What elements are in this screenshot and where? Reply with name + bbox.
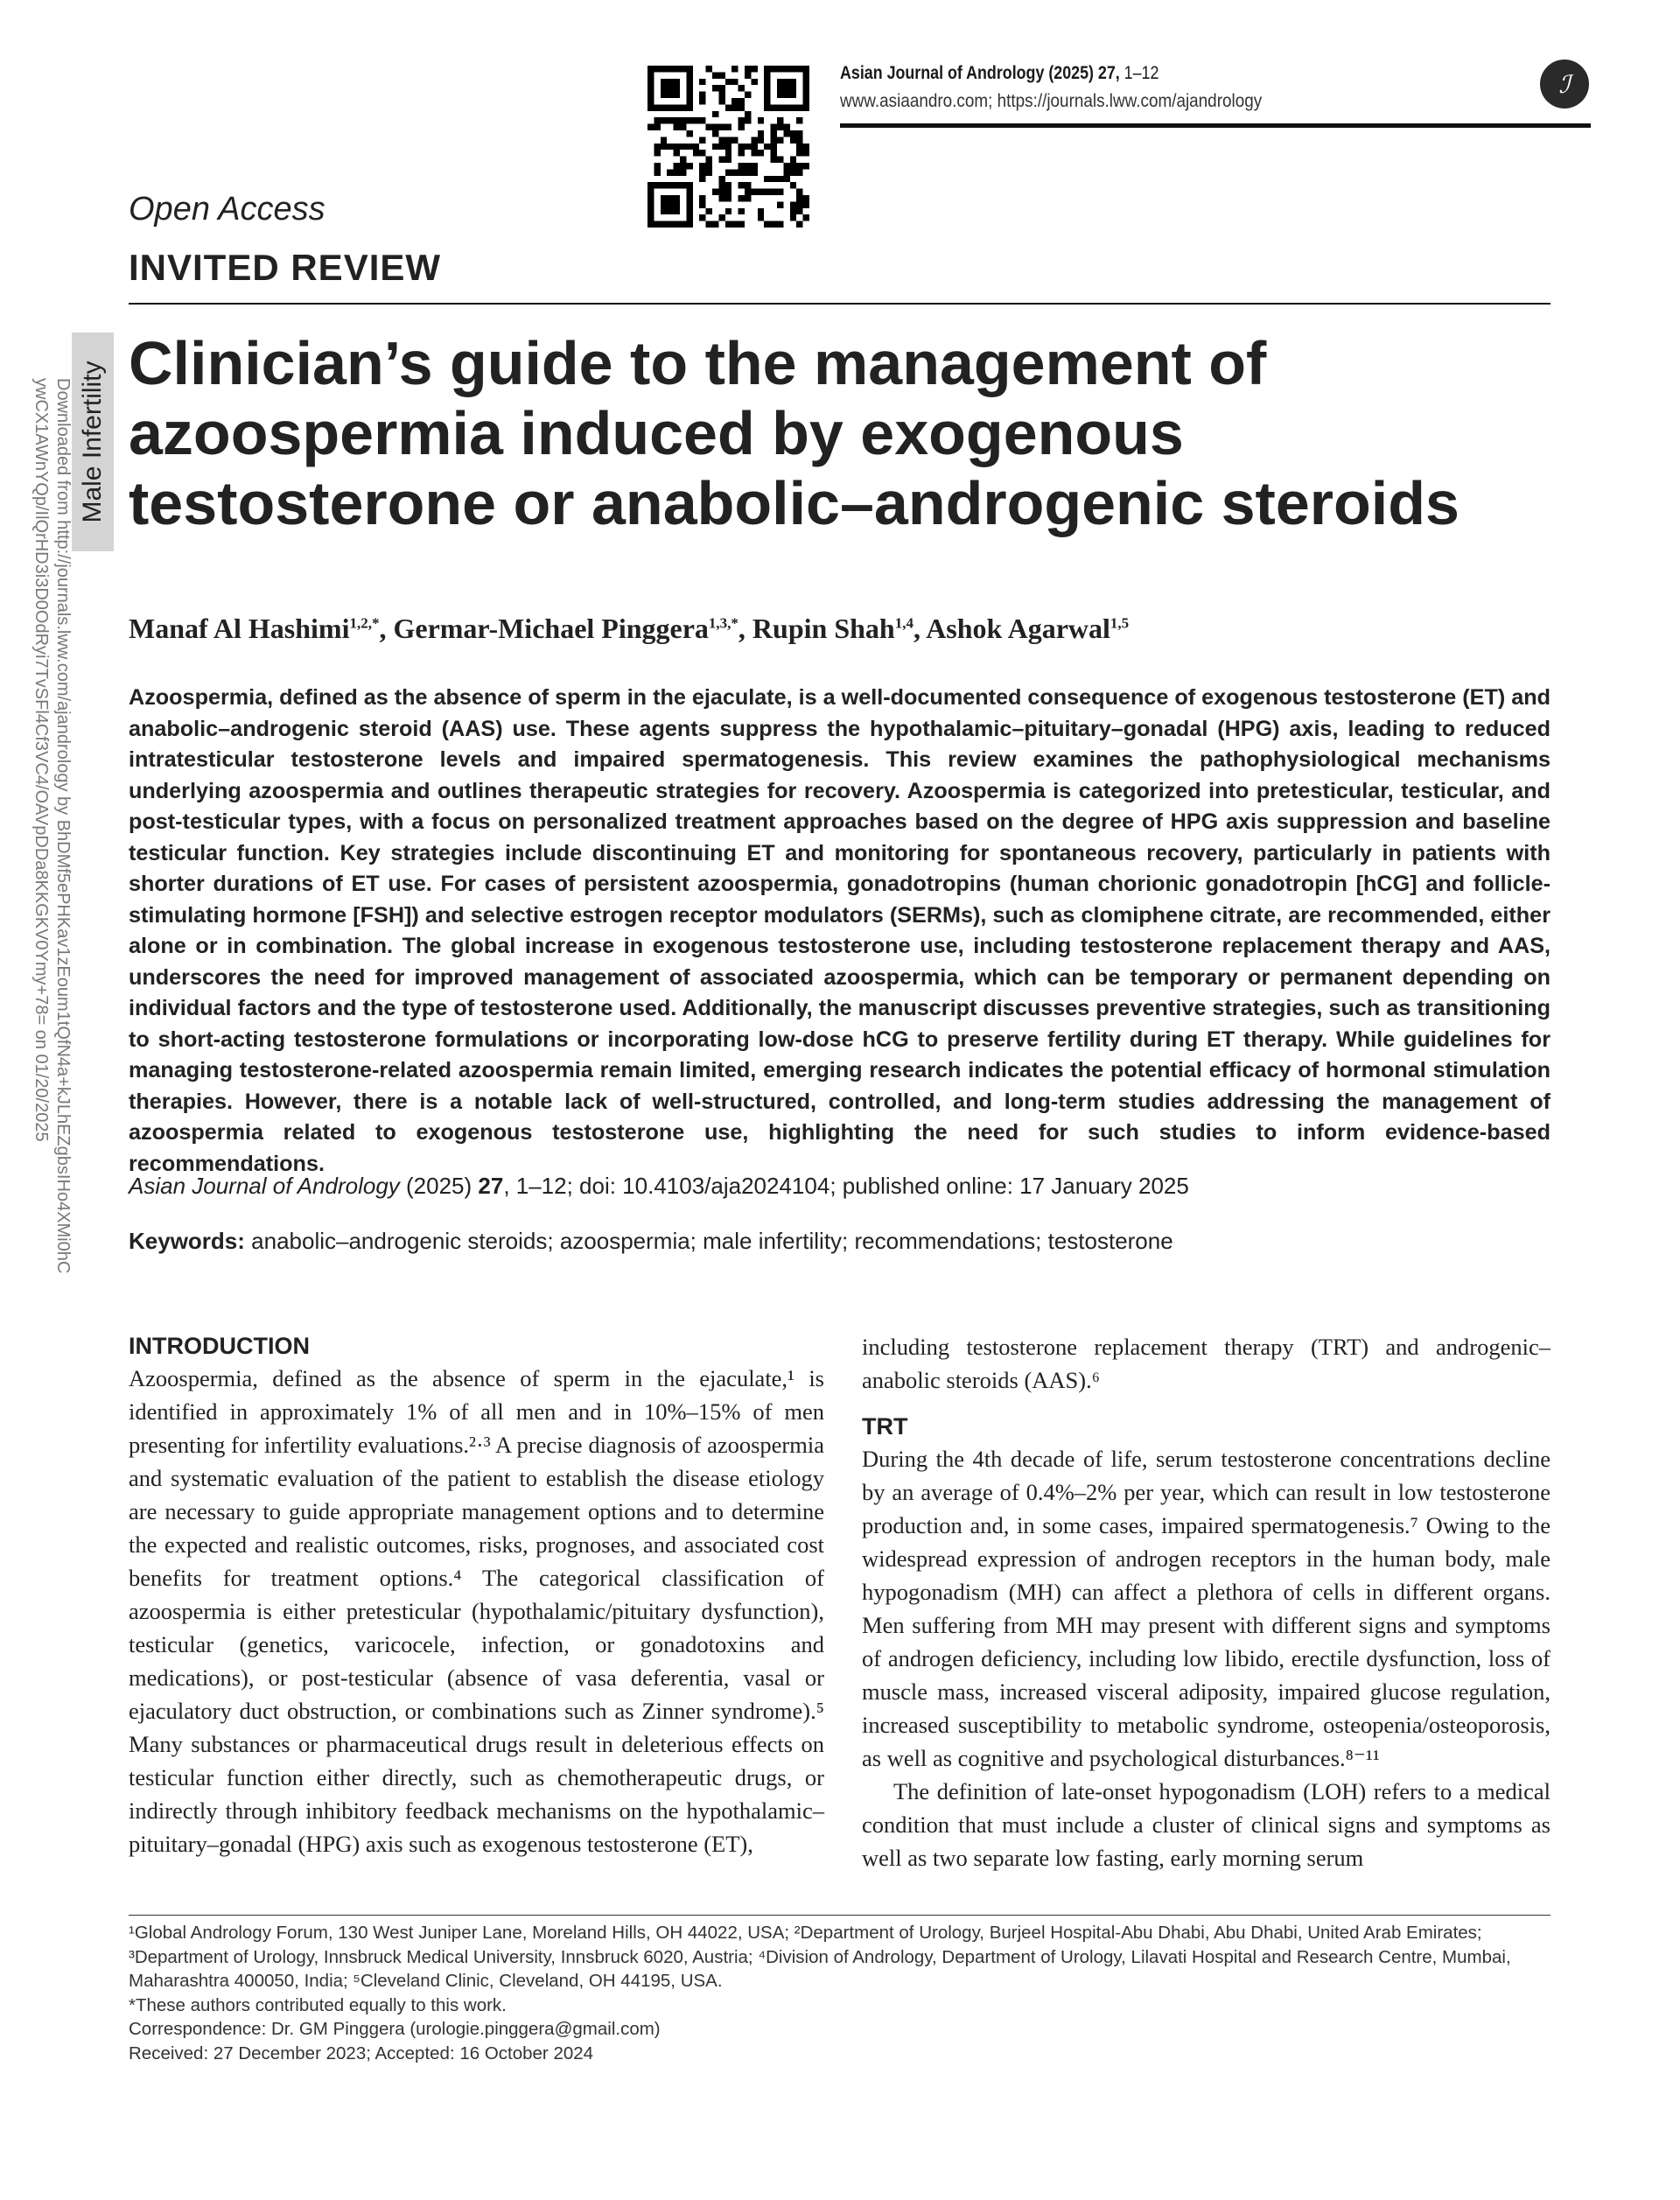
journal-urls[interactable]: www.asiaandro.com; https://journals.lww.com/ajandrology <box>840 91 1263 111</box>
open-access-label: Open Access <box>129 191 326 228</box>
article-type: INVITED REVIEW <box>129 247 442 288</box>
divider <box>129 303 1550 305</box>
equal-contribution-note: *These authors contributed equally to this work. <box>129 1994 507 2015</box>
footnotes <box>129 1921 1550 2065</box>
keywords: Keywords: anabolic–androgenic steroids; azoospermia; male infertility; recommendations; testosterone <box>129 1228 1173 1254</box>
paragraph: Azoospermia, defined as the absence of sperm in the ejaculate,¹ is identified in approximately 1% of all men and in 10%–15% of men presenting for infertility evaluations.²·³ A precise diagnosis of azoospermia and systematic evaluation of the patient to establish the disease etiology are necessary to guide appropriate management options and to determine the expected and realistic outcomes, risks, prognoses, and associated cost benefits for treatment options.⁴ The categorical classification of azoospermia is either pretesticular (hypothalamic/pituitary dysfunction), testicular (genetics, varicocele, infection, or gonadotoxins and medications), or post-testicular (absence of vasa deferentia, vasal or ejaculatory duct obstruction, or combinations such as Zinner syndrome).⁵ Many substances or pharmaceutical drugs result in deleterious effects on testicular function either directly, such as chemotherapeutic drugs, or indirectly through inhibitory feedback mechanisms on the hypothalamic–pituitary–gonadal (HPG) axis such as exogenous testosterone (ET), <box>129 1365 824 1857</box>
abstract: Azoospermia, defined as the absence of sperm in the ejaculate, is a well-documented consequence of exogenous testosterone (ET) and anabolic–androgenic steroid (AAS) use. These agents suppress the hypothalamic–pituitary–gonadal (HPG) axis, leading to reduced intratesticular testosterone levels and impaired spermatogenesis. This review examines the pathophysiological mechanisms underlying azoospermia and outlines therapeutic strategies for recovery. Azoospermia is categorized into pretesticular, testicular, and post-testicular types, with a focus on personalized treatment approaches based on the degree of HPG axis suppression and baseline testicular function. Key strategies include discontinuing ET and monitoring for spontaneous recovery, particularly in patients with shorter durations of ET use. For cases of persistent azoospermia, gonadotropins (human chorionic gonadotropin [hCG] and follicle-stimulating hormone [FSH]) and selective estrogen receptor modulators (SERMs), such as clomiphene citrate, are recommended, either alone or in combination. The global increase in exogenous testosterone use, including testosterone replacement therapy and AAS, underscores the need for improved management of associated azoospermia, which can be temporary or permanent depending on individual factors and the type of testosterone used. Additionally, the manuscript discusses preventive strategies, such as transitioning to short-acting testosterone formulations or incorporating low-dose hCG to preserve fertility during ET therapy. While guidelines for managing testosterone-related azoospermia remain limited, emerging research indicates the potential efficacy of hormonal stimulation therapies. However, there is a notable lack of well-structured, controlled, and long-term studies addressing the management of azoospermia related to exogenous testosterone use, highlighting the need for such studies to inform evidence-based recommendations. <box>129 685 1550 1176</box>
left-column <box>129 1330 824 1860</box>
section-tab: Male Infertility <box>72 333 114 551</box>
paragraph: During the 4th decade of life, serum testosterone concentrations decline by an average of 0.4%–2% per year, which can result in low testosterone production and, in some cases, impaired spermatogenesis.⁷ Owing to the widespread expression of androgen receptors in the human body, male hypogonadism (MH) can affect a plethora of cells in different organs. Men suffering from MH may present with different signs and symptoms of androgen deficiency, including low libido, erectile dysfunction, loss of muscle mass, increased visceral adiposity, impaired glucose regulation, increased susceptibility to metabolic syndrome, osteopenia/osteoporosis, as well as cognitive and psychological disturbances.⁸⁻¹¹ <box>862 1446 1550 1771</box>
author-list: Manaf Al Hashimi$^{1,2,*}$, Germar-Michael Pinggera$^{1,3,*}$, Rupin Shah$^{1,4}$, Ashok Agarwal$^{1,5}$ <box>129 613 1130 644</box>
author: Ashok Agarwal$^{1,5}$ <box>926 613 1130 644</box>
author: Manaf Al Hashimi$^{1,2,*}$ <box>129 613 380 644</box>
header-rule <box>840 123 1591 128</box>
affiliations: ¹Global Andrology Forum, 130 West Juniper Lane, Moreland Hills, OH 44022, USA; ²Department of Urology, Burjeel Hospital-Abu Dhabi, Abu Dhabi, United Arab Emirates; ³Department of Urology, Innsbruck Medical University, Innsbruck 6020, Austria; ⁴Division of Andrology, Department of Urology, Lilavati Hospital and Research Centre, Mumbai, Maharashtra 400050, India; ⁵Cleveland Clinic, Cleveland, OH 44195, USA. <box>129 1923 1511 1991</box>
article-title: Clinician’s guide to the management of azoospermia induced by exogenous testosterone or anabolic–androgenic steroids <box>129 329 1460 537</box>
correspondence: Correspondence: Dr. GM Pinggera (urologie.pinggera@gmail.com) <box>129 2019 661 2039</box>
journal-header: Asian Journal of Andrology (2025) 27, 1–12 <box>840 63 1159 83</box>
section-heading: TRT <box>862 1413 908 1440</box>
download-notice: Downloaded from http://journals.lww.com/ajandrology by BhDMf5ePHKav1zEoum1tQfN4a+kJLhEZgbsIHo4XMi0hC <box>53 378 73 1274</box>
citation: Asian Journal of Andrology (2025) 27, 1–12; doi: 10.4103/aja2024104; published online: 17 January 2025 <box>129 1173 1189 1199</box>
download-notice: ywCX1AWnYQp/IlQrHD3i3D0OdRyi7TvSFl4Cf3VC4/OAVpDDa8KKGKV0Ymy+78= on 01/20/2025 <box>32 378 51 1142</box>
paragraph: The definition of late-onset hypogonadism (LOH) refers to a medical condition that must include a cluster of clinical signs and symptoms as well as two separate low fasting, early morning serum <box>862 1778 1550 1871</box>
right-column <box>862 1330 1550 1874</box>
paragraph: including testosterone replacement therapy (TRT) and androgenic–anabolic steroids (AAS).⁶ <box>862 1334 1550 1393</box>
author: Germar-Michael Pinggera$^{1,3,*}$ <box>393 613 738 644</box>
dates: Received: 27 December 2023; Accepted: 16 October 2024 <box>129 2042 594 2063</box>
footnote-rule <box>129 1915 1550 1916</box>
section-heading: INTRODUCTION <box>129 1333 310 1359</box>
journal-logo: ℐ <box>1540 60 1589 109</box>
qr-code <box>648 66 809 228</box>
author: Rupin Shah$^{1,4}$ <box>752 613 914 644</box>
